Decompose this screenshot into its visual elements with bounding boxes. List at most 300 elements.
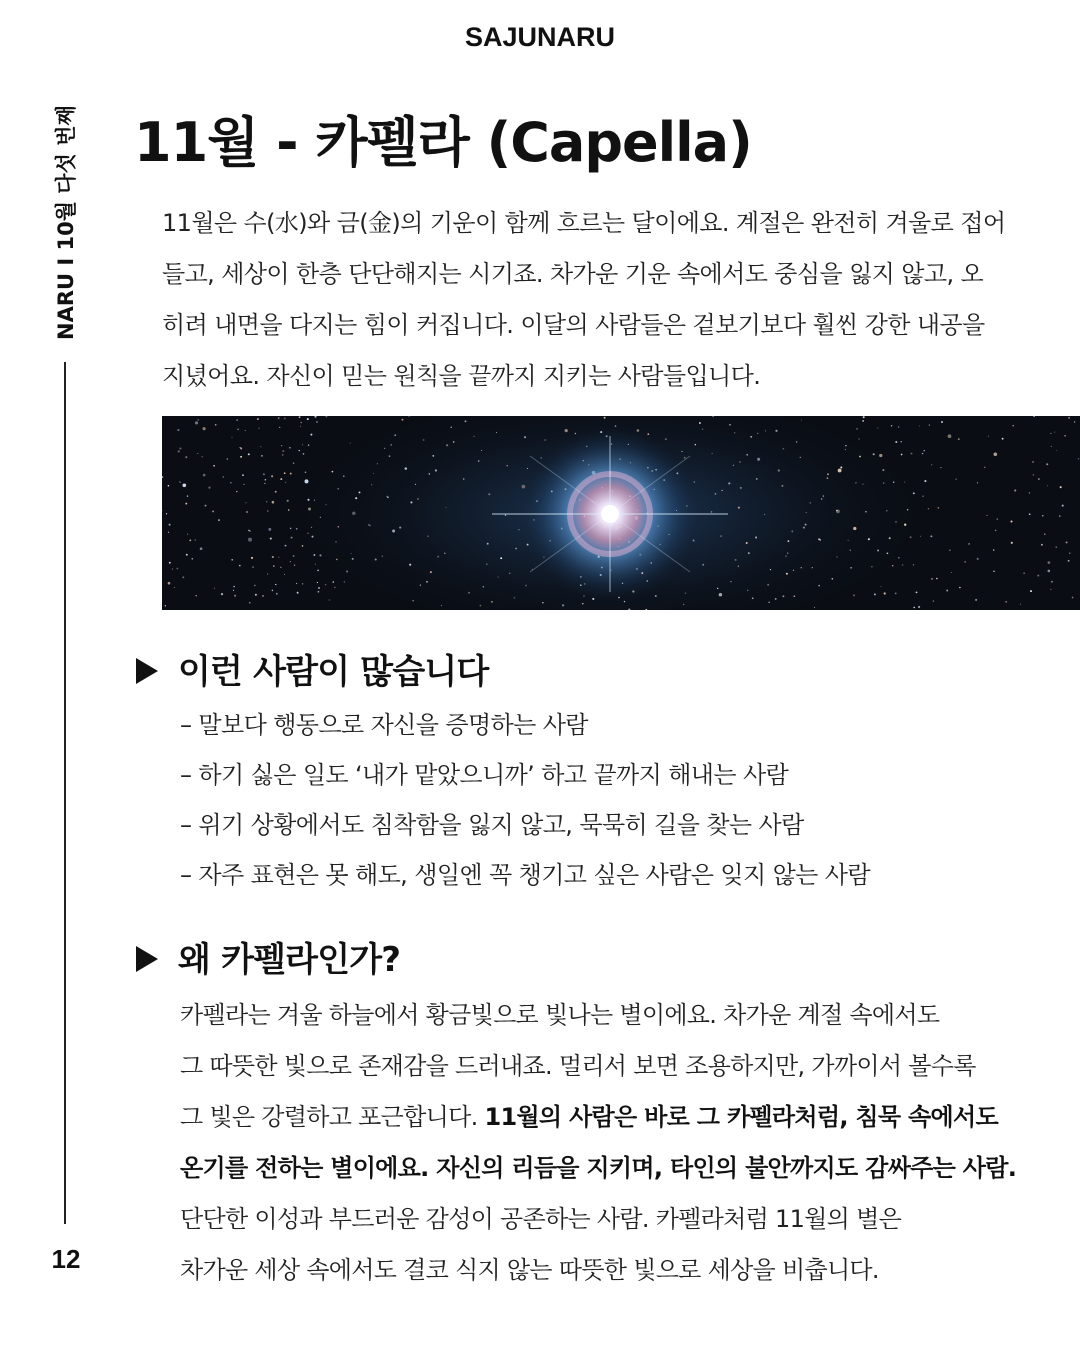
background-star: [975, 599, 977, 601]
background-star: [1047, 570, 1050, 573]
background-star: [263, 473, 265, 475]
list-item: – 하기 싫은 일도 ‘내가 맡았으니까’ 하고 끝까지 해내는 사람: [180, 761, 789, 789]
background-star: [582, 603, 584, 605]
background-star: [931, 578, 933, 580]
background-star: [827, 473, 829, 475]
background-star: [314, 500, 315, 501]
background-star: [823, 495, 824, 496]
background-star: [1068, 560, 1070, 562]
background-star: [239, 565, 241, 567]
background-star: [919, 425, 920, 426]
background-star: [746, 454, 748, 456]
background-star: [179, 447, 181, 449]
background-star: [1014, 489, 1016, 491]
background-star: [300, 422, 302, 424]
background-star: [251, 557, 253, 559]
background-star: [859, 456, 861, 458]
background-star: [234, 595, 236, 597]
background-star: [765, 430, 766, 431]
background-star: [711, 511, 713, 513]
background-star: [272, 501, 275, 504]
background-star: [386, 496, 387, 497]
background-star: [933, 600, 935, 602]
triangle-bullet-icon: [136, 658, 158, 684]
background-star: [491, 601, 493, 603]
background-star: [252, 566, 253, 567]
why-line: [180, 1143, 1060, 1194]
background-star: [911, 453, 913, 455]
background-star: [166, 513, 167, 514]
background-star: [964, 561, 965, 562]
background-star: [200, 547, 203, 550]
background-star: [213, 465, 215, 467]
background-star: [240, 448, 242, 450]
section-heading-text: 이런 사람이 많습니다: [178, 652, 489, 692]
background-star: [169, 524, 171, 526]
background-star: [712, 453, 713, 454]
background-star: [946, 590, 948, 592]
background-star: [786, 573, 788, 575]
background-star: [294, 565, 295, 566]
background-star: [941, 421, 943, 423]
background-star: [195, 539, 196, 540]
background-star: [278, 557, 279, 558]
background-star: [168, 485, 170, 487]
background-star: [1050, 433, 1051, 434]
background-star: [257, 418, 259, 420]
background-star: [293, 555, 295, 557]
background-star: [959, 587, 961, 589]
background-star: [525, 585, 527, 587]
background-star: [483, 586, 484, 587]
background-star: [1054, 432, 1055, 433]
intro-line: 히려 내면을 다지는 힘이 커집니다. 이달의 사람들은 겉보기보다 훨씬 강한 내공을: [162, 311, 985, 339]
background-star: [1074, 421, 1076, 423]
background-star: [174, 587, 175, 588]
background-star: [977, 482, 978, 483]
background-star: [350, 443, 351, 444]
background-star: [884, 592, 886, 594]
background-star: [307, 499, 309, 501]
background-star: [1030, 590, 1032, 592]
background-star: [351, 553, 352, 554]
background-star: [1029, 492, 1031, 494]
background-star: [302, 444, 303, 445]
background-star: [435, 469, 437, 471]
background-star: [862, 484, 863, 485]
background-star: [752, 597, 754, 599]
background-star: [898, 557, 900, 559]
background-star: [284, 574, 285, 575]
background-star: [756, 478, 757, 479]
background-star: [223, 476, 224, 477]
background-star: [273, 565, 274, 566]
background-star: [243, 484, 244, 485]
background-star: [778, 469, 780, 471]
background-star: [1032, 461, 1034, 463]
background-star: [195, 421, 198, 424]
background-star: [296, 583, 297, 584]
background-star: [871, 566, 872, 567]
background-star: [719, 593, 722, 596]
background-star: [437, 556, 439, 558]
background-star: [812, 567, 813, 568]
background-star: [748, 552, 750, 554]
background-star: [290, 473, 292, 475]
background-star: [801, 420, 802, 421]
background-star: [242, 474, 244, 476]
background-star: [862, 420, 864, 422]
background-star: [739, 461, 741, 463]
background-star: [352, 512, 355, 515]
background-star: [949, 550, 950, 551]
background-star: [782, 595, 784, 597]
background-star: [169, 562, 171, 564]
background-star: [218, 519, 220, 521]
background-star: [186, 554, 188, 556]
intro-line: 11월은 수(水)와 금(金)의 기운이 함께 흐르는 달이에요. 계절은 완전히 겨울로 접어: [162, 209, 1006, 237]
background-star: [1056, 450, 1057, 451]
background-star: [405, 467, 407, 469]
background-star: [913, 564, 914, 565]
background-star: [233, 590, 234, 591]
background-star: [276, 593, 278, 595]
background-star: [735, 559, 737, 561]
background-star: [775, 430, 777, 432]
background-star: [249, 602, 251, 604]
background-star: [320, 517, 321, 518]
why-line: 그 따뜻한 빛으로 존재감을 드러내죠. 멀리서 보면 조용하지만, 가까이서 볼수록: [180, 1052, 976, 1080]
background-star: [1042, 515, 1043, 516]
background-star: [191, 558, 193, 560]
background-star: [282, 454, 284, 456]
background-star: [879, 454, 882, 457]
background-star: [865, 511, 867, 513]
background-star: [1047, 485, 1048, 486]
background-star: [855, 482, 856, 483]
background-star: [775, 598, 777, 600]
background-star: [791, 530, 793, 532]
background-star: [918, 606, 920, 608]
background-star: [480, 605, 482, 607]
background-star: [922, 453, 924, 455]
background-star: [496, 432, 497, 433]
intro-paragraph: [162, 198, 1052, 402]
background-star: [738, 507, 740, 509]
background-star: [695, 444, 696, 445]
background-star: [781, 485, 783, 487]
background-star: [733, 465, 734, 466]
background-star: [728, 482, 730, 484]
background-star: [441, 605, 442, 606]
background-star: [886, 510, 888, 512]
background-star: [453, 441, 455, 443]
background-star: [289, 447, 291, 449]
background-star: [750, 436, 752, 438]
background-star: [565, 429, 568, 432]
background-star: [275, 491, 277, 493]
background-star: [478, 460, 480, 462]
background-star: [291, 537, 293, 539]
background-star: [302, 545, 304, 547]
background-star: [214, 588, 215, 589]
background-star: [487, 543, 489, 545]
background-star: [895, 441, 897, 443]
background-star: [182, 483, 186, 487]
background-star: [562, 604, 564, 606]
background-star: [509, 573, 510, 574]
background-star: [793, 570, 794, 571]
background-star: [296, 528, 298, 530]
background-star: [858, 438, 859, 439]
background-star: [337, 488, 339, 490]
background-star: [810, 502, 811, 503]
triangle-bullet-icon: [136, 946, 158, 972]
side-issue-text: NARU I 10월 다섯 번째: [54, 105, 78, 340]
background-star: [853, 594, 855, 596]
background-star: [738, 565, 739, 566]
why-line: 단단한 이성과 부드러운 감성이 공존하는 사람. 카펠라처럼 11월의 별은: [180, 1205, 902, 1233]
background-star: [730, 581, 731, 582]
background-star: [796, 441, 798, 443]
background-star: [940, 467, 941, 468]
background-star: [814, 607, 815, 608]
background-star: [344, 581, 345, 582]
background-star: [836, 510, 837, 511]
background-star: [887, 552, 889, 554]
background-star: [264, 483, 265, 484]
background-star: [1037, 575, 1039, 577]
background-star: [165, 605, 166, 606]
background-star: [176, 568, 178, 570]
background-star: [840, 467, 842, 469]
background-star: [956, 479, 957, 480]
background-star: [409, 564, 411, 566]
background-star: [280, 567, 281, 568]
background-star: [394, 434, 396, 436]
background-star: [916, 591, 918, 593]
background-star: [300, 426, 301, 427]
background-star: [268, 528, 271, 531]
background-star: [426, 581, 428, 583]
background-star: [284, 417, 286, 419]
background-star: [236, 419, 238, 421]
background-star: [168, 582, 171, 585]
why-line: 차가운 세상 속에서도 결코 식지 않는 따뜻한 빛으로 세상을 비춥니다.: [180, 1256, 879, 1284]
background-star: [889, 537, 891, 539]
background-star: [850, 550, 851, 551]
background-star: [907, 509, 909, 511]
background-star: [913, 607, 914, 608]
background-star: [803, 527, 805, 529]
background-star: [262, 595, 264, 597]
section-heading-why: [136, 932, 400, 981]
background-star: [877, 550, 879, 552]
background-star: [266, 501, 267, 502]
why-line: 카펠라는 겨울 하늘에서 황금빛으로 빛나는 별이에요. 차가운 계절 속에서도: [180, 1001, 940, 1029]
background-star: [542, 602, 544, 604]
background-star: [389, 455, 391, 457]
background-star: [399, 527, 401, 529]
background-star: [1051, 446, 1052, 447]
background-star: [665, 438, 667, 440]
background-star: [901, 454, 903, 456]
background-star: [465, 420, 467, 422]
background-star: [1011, 542, 1013, 544]
background-star: [303, 453, 305, 455]
background-star: [787, 553, 788, 554]
background-star: [261, 455, 263, 457]
background-star: [898, 426, 899, 427]
background-star: [734, 432, 735, 433]
background-star: [359, 491, 361, 493]
background-star: [272, 556, 274, 558]
background-star: [279, 427, 280, 428]
background-star: [827, 477, 829, 479]
background-star: [427, 535, 429, 537]
background-star: [1062, 505, 1064, 507]
background-star: [922, 495, 924, 497]
background-star: [212, 510, 214, 512]
background-star: [984, 467, 985, 468]
background-star: [382, 555, 383, 556]
background-star: [412, 600, 413, 601]
list-item: – 자주 표현은 못 해도, 생일엔 꼭 챙기고 싶은 사람은 잊지 않는 사람: [180, 861, 870, 889]
background-star: [258, 428, 259, 429]
background-star: [187, 495, 188, 496]
background-star: [873, 453, 875, 455]
background-star: [1002, 438, 1004, 440]
background-star: [319, 554, 321, 556]
background-star: [951, 572, 952, 573]
background-star: [336, 559, 338, 561]
background-star: [297, 592, 299, 594]
list-item: – 위기 상황에서도 침착함을 잃지 않고, 묵묵히 길을 찾는 사람: [180, 811, 804, 839]
background-star: [1048, 561, 1051, 564]
background-star: [432, 455, 434, 457]
background-star: [255, 594, 257, 596]
section-heading-people: [136, 644, 488, 693]
background-star: [988, 436, 989, 437]
background-star: [498, 577, 499, 578]
background-star: [280, 478, 282, 480]
background-star: [1041, 544, 1043, 546]
background-star: [185, 456, 187, 458]
background-star: [902, 564, 904, 566]
background-star: [392, 530, 395, 533]
background-star: [420, 584, 421, 585]
background-star: [995, 530, 997, 532]
why-line: [180, 1092, 1060, 1143]
background-star: [284, 472, 286, 474]
background-star: [655, 595, 657, 597]
background-star: [317, 582, 318, 583]
background-star: [308, 444, 309, 445]
background-star: [722, 490, 723, 491]
background-star: [371, 484, 372, 485]
background-star: [891, 425, 893, 427]
background-star: [308, 508, 311, 511]
background-star: [417, 498, 419, 500]
background-star: [863, 416, 865, 418]
background-star: [325, 504, 326, 505]
background-star: [684, 457, 686, 459]
background-star: [740, 487, 742, 489]
background-star: [446, 444, 448, 446]
background-star: [488, 493, 490, 495]
background-star: [197, 419, 199, 421]
background-star: [423, 439, 425, 441]
background-star: [451, 427, 452, 428]
background-star: [757, 458, 760, 461]
background-star: [346, 571, 348, 573]
background-star: [486, 564, 487, 565]
background-star: [310, 434, 312, 436]
background-star: [806, 512, 807, 513]
background-star: [231, 559, 233, 561]
background-star: [285, 482, 286, 483]
background-star: [307, 418, 309, 420]
background-star: [853, 527, 856, 530]
background-star: [544, 439, 546, 441]
background-star: [1060, 486, 1062, 488]
background-star: [1066, 541, 1068, 543]
background-star: [267, 510, 269, 512]
background-star: [245, 430, 246, 431]
background-star: [368, 524, 370, 526]
background-star: [221, 593, 223, 595]
background-star: [913, 492, 915, 494]
background-star: [208, 487, 210, 489]
background-star: [500, 557, 502, 559]
background-star: [1046, 463, 1048, 465]
background-star: [882, 469, 884, 471]
background-star: [182, 576, 184, 578]
background-star: [800, 457, 801, 458]
background-star: [307, 532, 309, 534]
background-star: [290, 561, 291, 562]
background-star: [783, 448, 785, 450]
background-star: [260, 446, 261, 447]
background-star: [856, 428, 857, 429]
why-paragraph: [180, 990, 1060, 1296]
intro-line: 지녔어요. 자신이 믿는 원칙을 끝까지 지키는 사람들입니다.: [162, 362, 761, 390]
background-star: [794, 595, 796, 597]
background-star: [177, 429, 179, 431]
side-issue-label: [46, 95, 86, 340]
background-star: [290, 528, 291, 529]
background-star: [1069, 552, 1070, 553]
background-star: [430, 571, 432, 573]
why-text: 그 빛은 강렬하고 포근합니다.: [180, 1103, 485, 1131]
background-star: [178, 450, 180, 452]
background-star: [895, 592, 897, 594]
section-heading-text: 왜 카펠라인가?: [178, 940, 401, 980]
background-star: [265, 479, 267, 481]
background-star: [179, 481, 181, 483]
background-star: [928, 508, 929, 509]
background-star: [702, 564, 704, 566]
page-title: 11월 - 카펠라 (Capella): [134, 111, 752, 174]
background-star: [215, 424, 217, 426]
background-star: [527, 468, 528, 469]
background-star: [923, 450, 925, 452]
background-star: [936, 578, 938, 580]
background-star: [994, 453, 998, 457]
background-star: [293, 462, 294, 463]
background-star: [202, 456, 203, 457]
background-star: [248, 530, 250, 532]
